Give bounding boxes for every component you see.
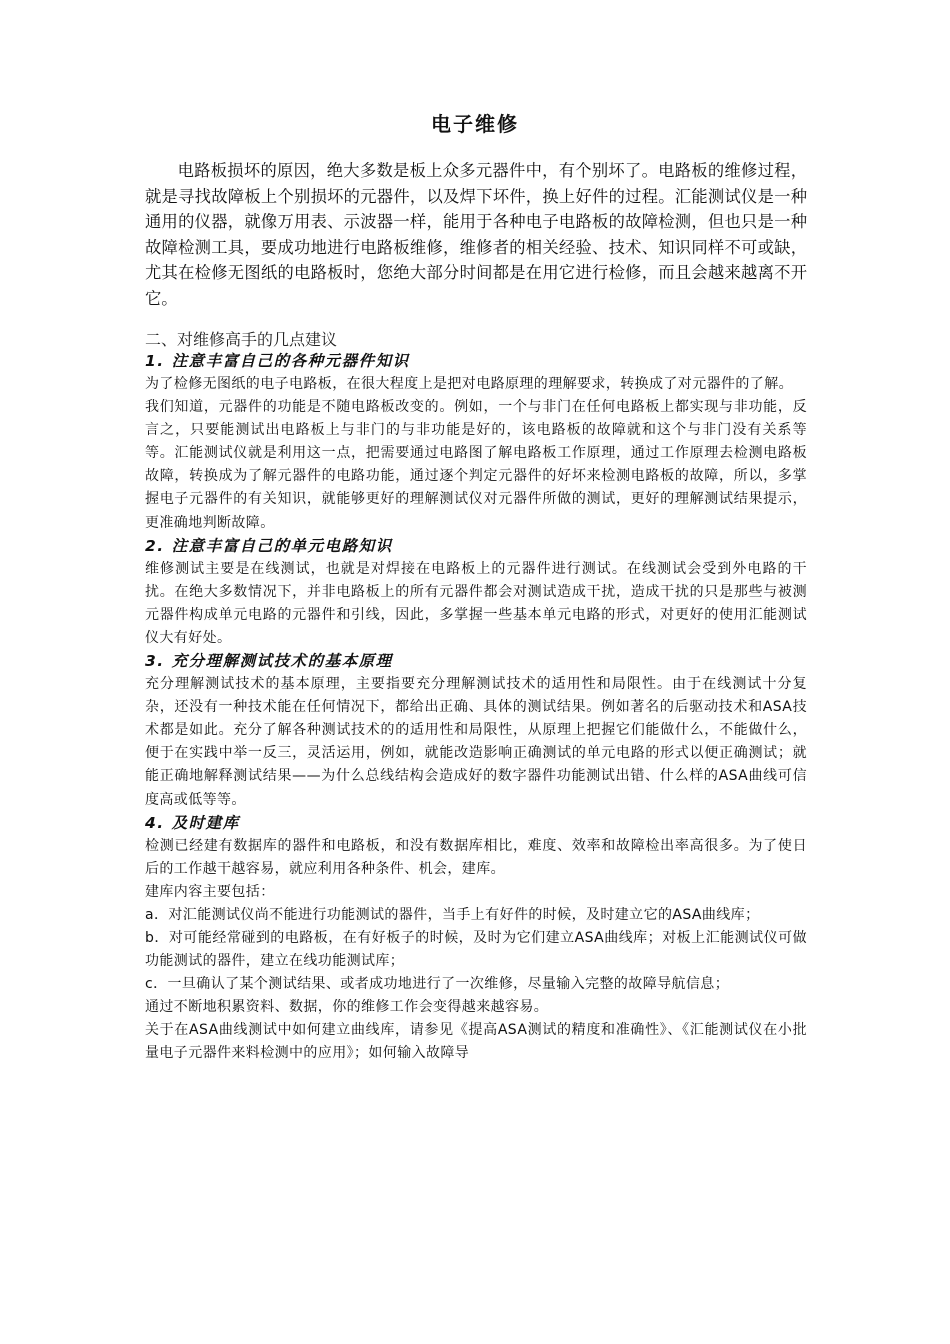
tip-2 (145, 535, 807, 650)
tip-4-paragraph-4: 关于在ASA曲线测试中如何建立曲线库，请参见《提高ASA测试的精度和准确性》、《汇能测试仪在小批量电子元器件来料检测中的应用》；如何输入故障导 (145, 1022, 807, 1062)
tip-4-paragraph-1: 检测已经建有数据库的器件和电路板，和没有数据库相比，难度、效率和故障检出率高很多。为了使日后的工作越干越容易，就应利用各种条件、机会，建库。 (145, 837, 807, 877)
tip-1-heading: 1. 注意丰富自己的各种元器件知识 (145, 352, 410, 370)
tip-4-paragraph-2: 建库内容主要包括： (145, 883, 275, 900)
suggestions-section (145, 329, 807, 1066)
tip-4-heading: 4. 及时建库 (145, 813, 240, 832)
tip-4-item-a: a．对汇能测试仪尚不能进行功能测试的器件，当手上有好件的时候，及时建立它的ASA曲线库； (145, 906, 760, 923)
tip-1 (145, 350, 807, 535)
tip-4-item-b: b．对可能经常碰到的电路板，在有好板子的时候，及时为它们建立ASA曲线库；对板上汇能测试仪可做功能测试的器件，建立在线功能测试库； (145, 929, 807, 970)
tip-2-paragraph-1: 维修测试主要是在线测试，也就是对焊接在电路板上的元器件进行测试。在线测试会受到外电路的干扰。在绝大多数情况下，并非电路板上的所有元器件都会对测试造成干扰，造成干扰的只是那些与被测元器件构成单元电路的元器件和引线，因此，多掌握一些基本单元电路的形式，对更好的使用汇能测试仪大有好处。 (145, 560, 807, 646)
tip-4-paragraph-3: 通过不断地积累资料、数据，你的维修工作会变得越来越容易。 (145, 999, 549, 1016)
tip-4-item-c: c．一旦确认了某个测试结果、或者成功地进行了一次维修，尽量输入完整的故障导航信息； (145, 976, 730, 993)
intro-paragraph: 电路板损坏的原因，绝大多数是板上众多元器件中，有个别坏了。电路板的维修过程，就是寻找故障板上个别损坏的元器件，以及焊下坏件，换上好件的过程。汇能测试仪是一种通用的仪器，就像万用表、示波器一样，能用于各种电子电路板的故障检测，但也只是一种故障检测工具，要成功地进行电路板维修，维修者的相关经验、技术、知识同样不可或缺，尤其在检修无图纸的电路板时，您绝大部分时间都是在用它进行检修，而且会越来越离不开它。 (145, 161, 807, 308)
tip-3-heading: 3. 充分理解测试技术的基本原理 (145, 652, 393, 671)
section-heading: 二、对维修高手的几点建议 (145, 330, 338, 349)
tip-1-paragraph-1: 为了检修无图纸的电子电路板，在很大程度上是把对电路原理的理解要求，转换成了对元器件的了解。 (145, 376, 793, 392)
tip-1-paragraph-2: 我们知道，元器件的功能是不随电路板改变的。例如，一个与非门在任何电路板上都实现与非功能，反言之，只要能测试出电路板上与非门的与非功能是好的，该电路板的故障就和这个与非门没有关系等等。汇能测试仪就是利用这一点，把需要通过电路图了解电路板工作原理，通过工作原理去检测电路板故障，转换成为了解元器件的电路功能，通过逐个判定元器件的好坏来检测电路板的故障，所以，多掌握电子元器件的有关知识，就能够更好的理解测试仪对元器件所做的测试，更好的理解测试结果提示，更准确地判断故障。 (145, 399, 807, 531)
tip-3-paragraph-1: 充分理解测试技术的基本原理，主要指要充分理解测试技术的适用性和局限性。由于在线测试十分复杂，还没有一种技术能在任何情况下，都给出正确、具体的测试结果。例如著名的后驱动技术和ASA技术都是如此。充分了解各种测试技术的的适用性和局限性，从原理上把握它们能做什么，不能做什么，便于在实践中举一反三，灵活运用，例如，就能改造影响正确测试的单元电路的形式以便正确测试；就能正确地解释测试结果——为什么总线结构会造成好的数字器件功能测试出错、什么样的ASA曲线可信度高或低等等。 (145, 676, 807, 808)
tip-4 (145, 812, 807, 1066)
tip-3 (145, 650, 807, 812)
document-title: 电子维修 (431, 112, 519, 136)
tip-2-heading: 2. 注意丰富自己的单元电路知识 (145, 536, 393, 555)
